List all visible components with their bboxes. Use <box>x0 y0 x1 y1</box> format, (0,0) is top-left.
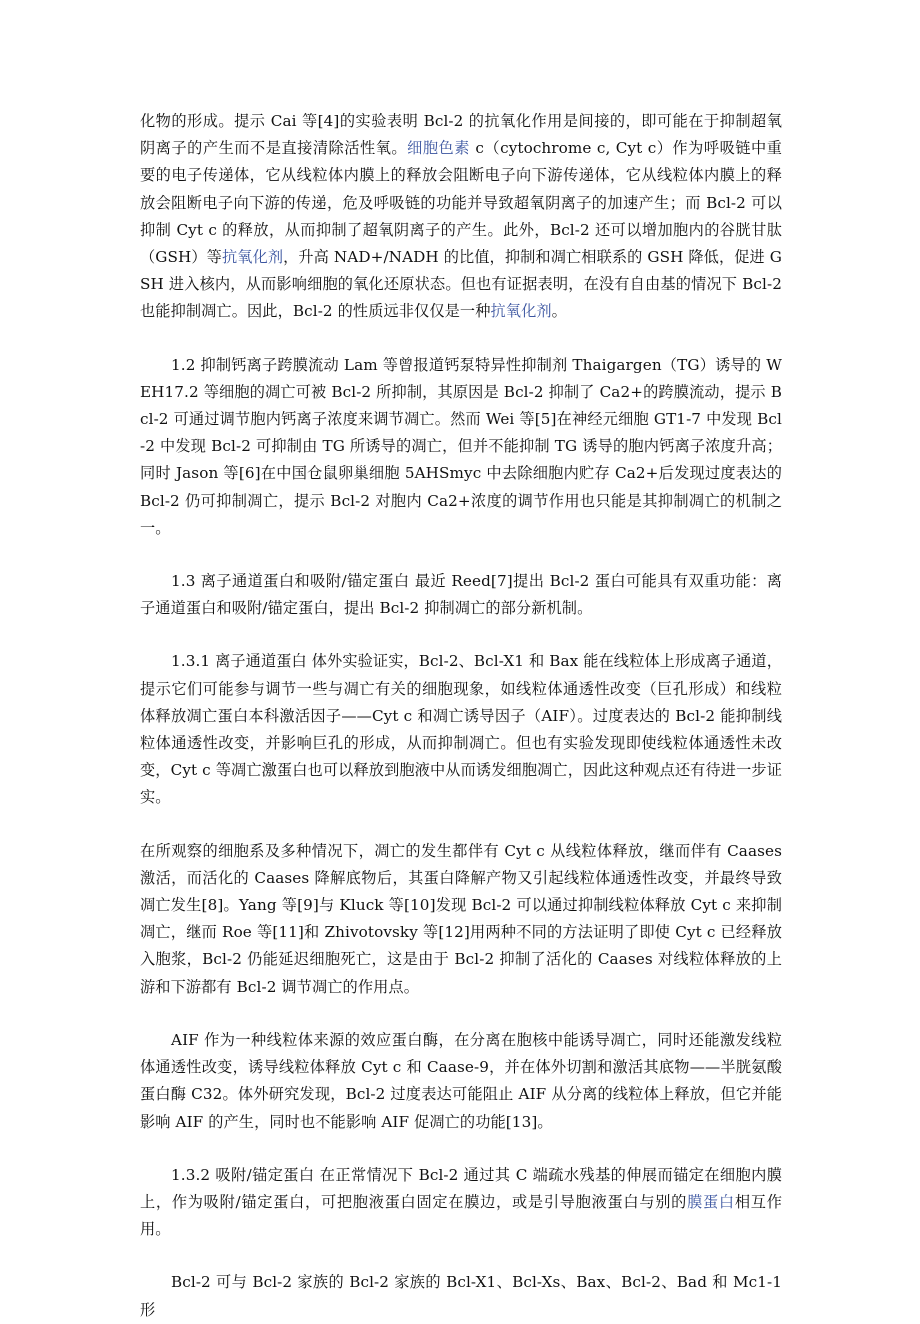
text-run: 。 <box>551 302 567 321</box>
paragraph-cytc-release <box>140 838 782 1001</box>
text-run: 1.3 离子通道蛋白和吸附/锚定蛋白 最近 Reed[7]提出 Bcl-2 蛋白可能具有双重功能：离子通道蛋白和吸附/锚定蛋白，提出 Bcl-2 抑制凋亡的部分新机制。 <box>140 572 782 618</box>
paragraph-1 <box>140 108 782 326</box>
paragraph-gap <box>140 1136 782 1162</box>
link-cytochrome[interactable]: 细胞色素 <box>407 139 470 158</box>
text-run: 相互作用。 <box>140 1192 782 1239</box>
paragraph-gap <box>140 542 782 568</box>
text-run: ，升高 NAD+/NADH 的比值，抑制和凋亡相联系的 GSH 降低，促进 GSH 进入核内，从而影响细胞的氧化还原状态。但也有证据表明，在没有自由基的情况下 Bcl-2 也能抑制凋亡。因此，Bcl-2 的性质远非仅仅是一种 <box>140 248 782 321</box>
paragraph-aif <box>140 1027 782 1136</box>
text-run: c（cytochrome c, Cyt c）作为呼吸链中重要的电子传递体，它从线粒体内膜上的释放会阻断电子向下游传递体，它从线粒体内膜上的释放会阻断电子向下游的传递，危及呼吸链的功能并导致超氧阴离子的加速产生；而 Bcl-2 可以抑制 Cyt c 的释放，从而抑制了超氧阴离子的产生。此外，Bcl-2 还可以增加胞内的谷胱甘肽（GSH）等 <box>140 139 783 267</box>
paragraph-bcl2-family <box>140 1269 782 1323</box>
paragraph-gap <box>140 622 782 648</box>
text-run: 1.2 抑制钙离子跨膜流动 Lam 等曾报道钙泵特异性抑制剂 Thaigargen（TG）诱导的 WEH17.2 等细胞的凋亡可被 Bcl-2 所抑制，其原因是 Bcl-2 抑制了 Ca2+的跨膜流动，提示 Bcl-2 可通过调节胞内钙离子浓度来调节凋亡。然而 Wei 等[5]在神经元细胞 GT1-7 中发现 Bcl-2 中发现 Bcl-2 可抑制由 TG 所诱导的凋亡，但并不能抑制 TG 诱导的胞内钙离子浓度升高；同时 Jason 等[6]在中国仓鼠卵巢细胞 5AHSmyc 中去除细胞内贮存 Ca2+后发现过度表达的 Bcl-2 仍可抑制凋亡，提示 Bcl-2 对胞内 Ca2+浓度的调节作用也只能是其抑制凋亡的机制之一。 <box>140 355 782 537</box>
text-run: 在所观察的细胞系及多种情况下，凋亡的发生都伴有 Cyt c 从线粒体释放，继而伴有 Caases 激活，而活化的 Caases 降解底物后，其蛋白降解产物又引起线粒体通透性改变，并最终导致凋亡发生[8]。Yang 等[9]与 Kluck 等[10]发现 Bcl-2 可以通过抑制线粒体释放 Cyt c 来抑制凋亡，继而 Roe 等[11]和 Zhivotovsky 等[12]用两种不同的方法证明了即使 Cyt c 已经释放入胞浆，Bcl-2 仍能延迟细胞死亡，这是由于 Bcl-2 抑制了活化的 Caases 对线粒体释放的上游和下游都有 Bcl-2 调节凋亡的作用点。 <box>140 841 782 996</box>
link-antioxidant-2[interactable]: 抗氧化剂 <box>490 302 552 321</box>
text-run: 1.3.2 吸附/锚定蛋白 在正常情况下 Bcl-2 通过其 C 端疏水残基的伸展而锚定在细胞内膜上，作为吸附/锚定蛋白，可把胞液蛋白固定在膜边，或是引导胞液蛋白与别的 <box>140 1165 782 1211</box>
paragraph-section-1-3-1 <box>140 648 782 811</box>
paragraph-gap <box>140 812 782 838</box>
text-run: 化物的形成。提示 Cai 等[4]的实验表明 Bcl-2 的抗氧化作用是间接的，即可能在于抑制超氧阴离子的产生而不是直接清除活性氧。 <box>140 112 782 158</box>
document-body <box>140 108 782 1324</box>
link-antioxidant[interactable]: 抗氧化剂 <box>221 248 284 267</box>
paragraph-gap <box>140 1001 782 1027</box>
link-membrane-protein[interactable]: 膜蛋白 <box>687 1192 735 1211</box>
paragraph-section-1-3-2 <box>140 1162 782 1244</box>
paragraph-section-1-2 <box>140 352 782 542</box>
paragraph-gap <box>140 1243 782 1269</box>
paragraph-section-1-3 <box>140 568 782 622</box>
text-run: Bcl-2 可与 Bcl-2 家族的 Bcl-2 家族的 Bcl-X1、Bcl-Xs、Bax、Bcl-2、Bad 和 Mc1-1 形 <box>140 1273 782 1319</box>
paragraph-gap <box>140 326 782 352</box>
text-run: 1.3.1 离子通道蛋白 体外实验证实，Bcl-2、Bcl-X1 和 Bax 能在线粒体上形成离子通道，提示它们可能参与调节一些与凋亡有关的细胞现象，如线粒体通透性改变（巨孔形成）和线粒体释放凋亡蛋白本科激活因子——Cyt c 和凋亡诱导因子（AIF）。过度表达的 Bcl-2 能抑制线粒体通透性改变，并影响巨孔的形成，从而抑制凋亡。但也有实验发现即使线粒体通透性未改变，Cyt c 等凋亡激蛋白也可以释放到胞液中从而诱发细胞凋亡，因此这种观点还有待进一步证实。 <box>140 652 782 807</box>
text-run: AIF 作为一种线粒体来源的效应蛋白酶，在分离在胞核中能诱导凋亡，同时还能激发线粒体通透性改变，诱导线粒体释放 Cyt c 和 Caase-9，并在体外切割和激活其底物——半胱氨酸蛋白酶 C32。体外研究发现，Bcl-2 过度表达可能阻止 AIF 从分离的线粒体上释放，但它并能影响 AIF 的产生，同时也不能影响 AIF 促凋亡的功能[13]。 <box>140 1030 782 1131</box>
